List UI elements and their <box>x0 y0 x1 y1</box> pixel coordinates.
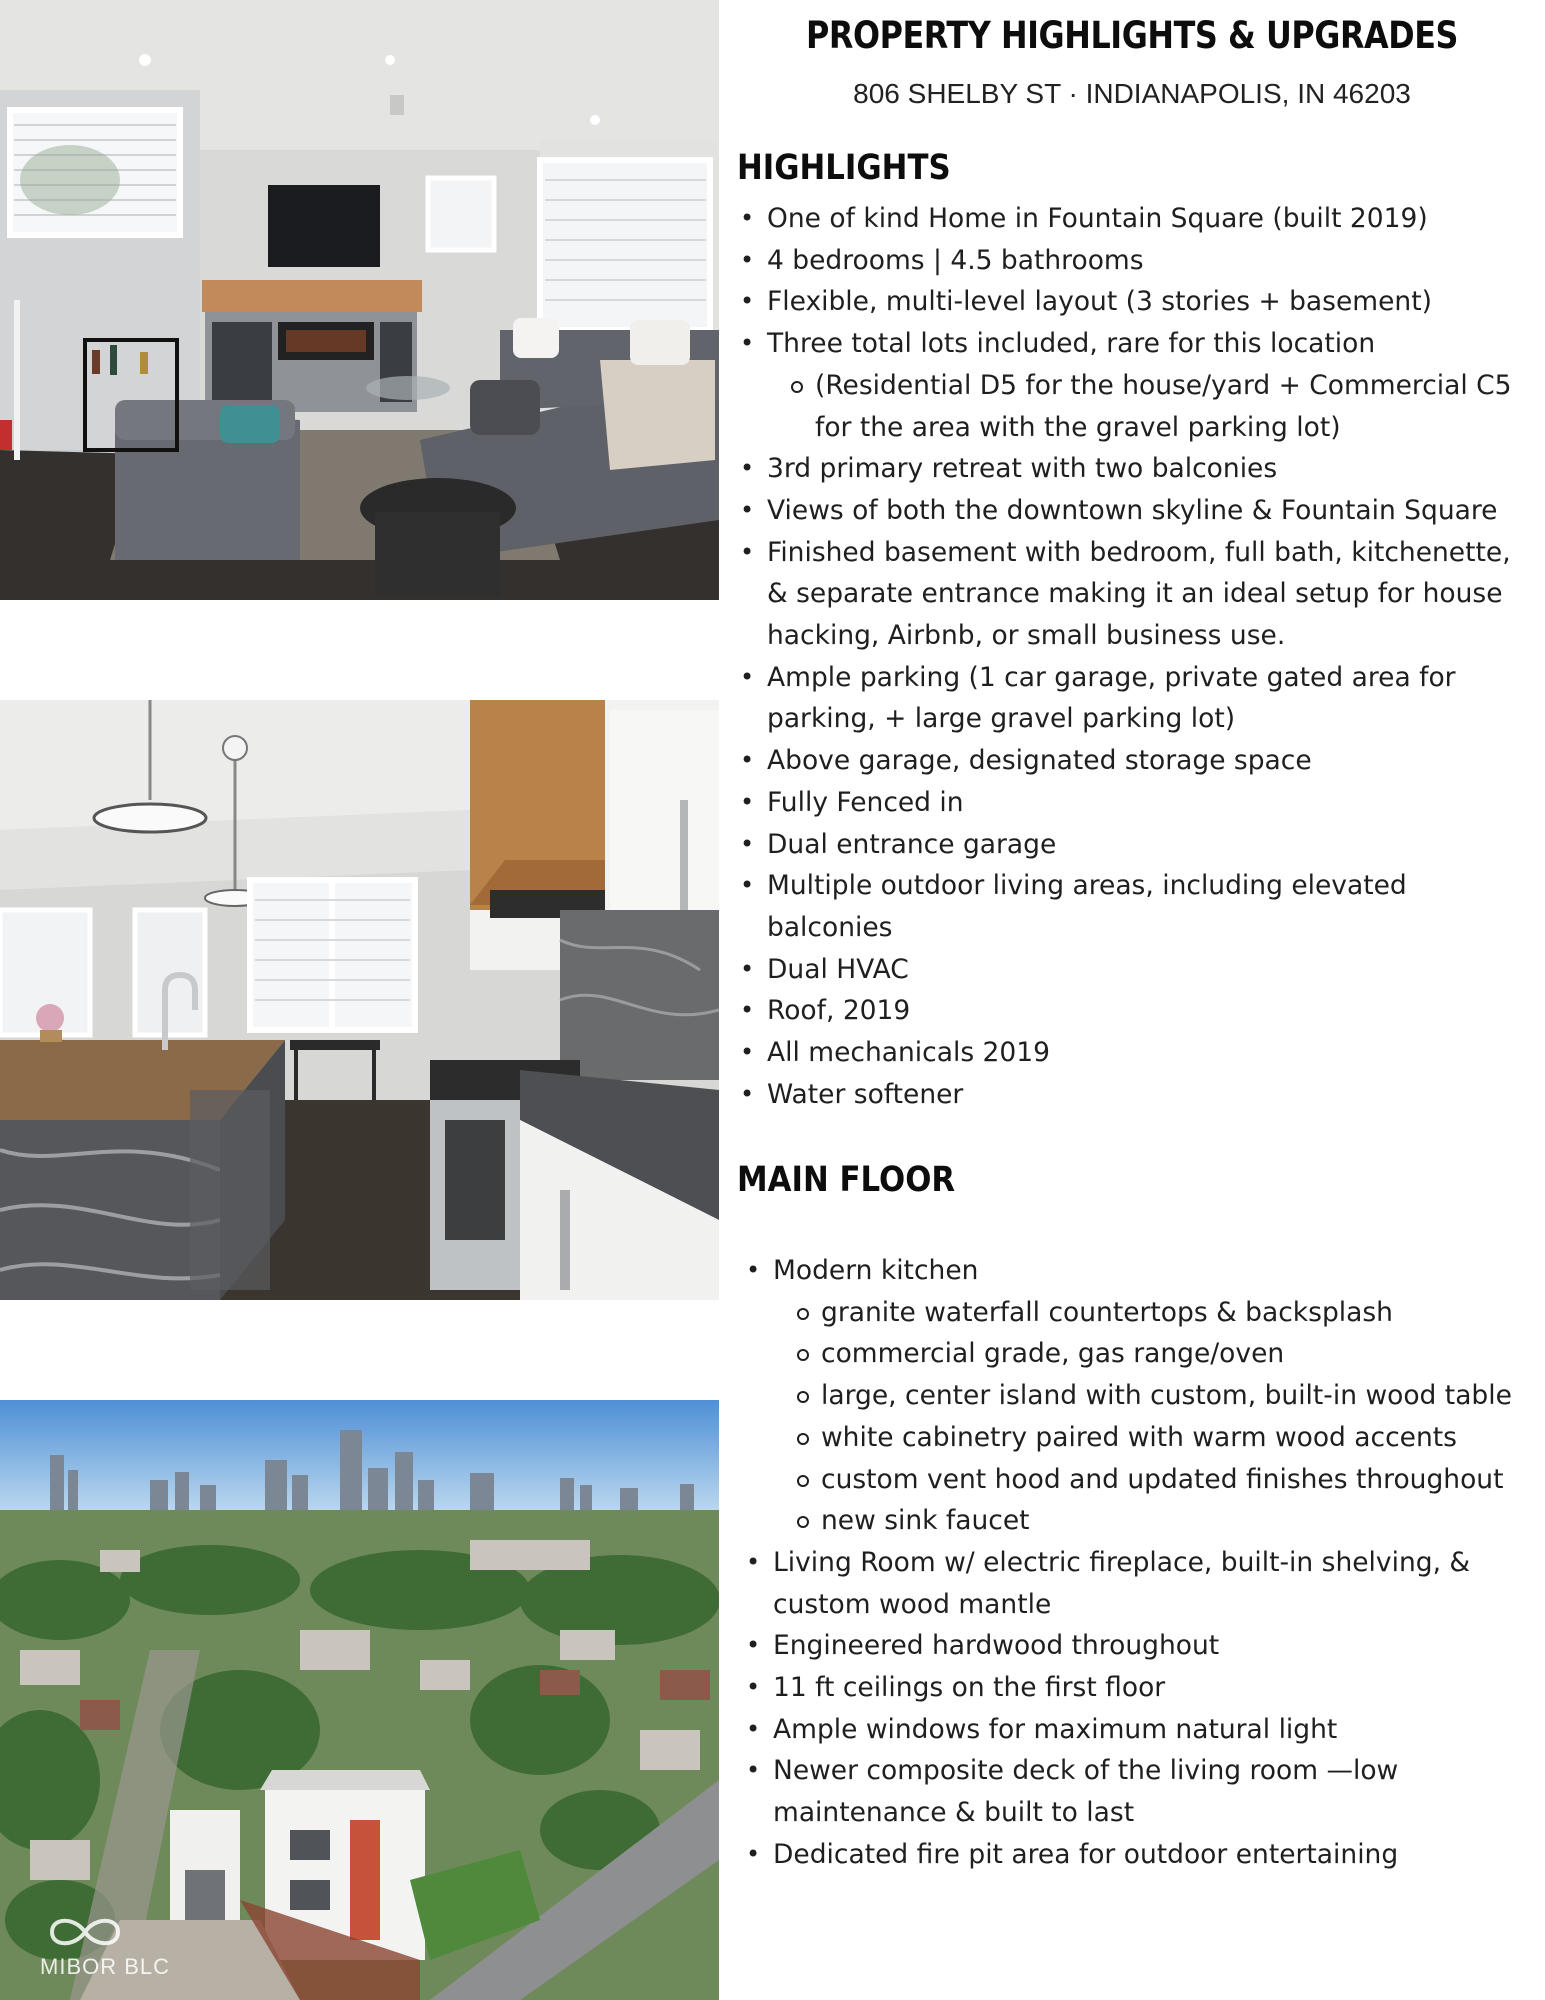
list-item: • Dedicated fire pit area for outdoor entertaining <box>743 1834 1527 1876</box>
list-item: • Newer composite deck of the living room —low maintenance & built to last <box>743 1750 1527 1833</box>
list-item: • Modern kitchen <box>743 1250 1527 1292</box>
list-item: • Multiple outdoor living areas, including elevated balconies <box>737 865 1527 948</box>
list-item: • Above garage, designated storage space <box>737 740 1527 782</box>
list-item: • Living Room w/ electric fireplace, built-in shelving, & custom wood mantle <box>743 1542 1527 1625</box>
list-item: • Flexible, multi-level layout (3 stories + basement) <box>737 281 1527 323</box>
list-item: • Dual entrance garage <box>737 824 1527 866</box>
living-room-photo <box>0 0 719 600</box>
list-item: • 11 ft ceilings on the first floor <box>743 1667 1527 1709</box>
aerial-skyline-photo <box>0 1400 719 2000</box>
sub-list-item: granite waterfall countertops & backsplash <box>743 1292 1527 1334</box>
highlights-list <box>737 198 1527 1115</box>
page-title: PROPERTY HIGHLIGHTS & UPGRADES <box>805 14 1459 57</box>
sub-list-item: custom vent hood and updated finishes throughout <box>743 1459 1527 1501</box>
list-item: • 3rd primary retreat with two balconies <box>737 448 1527 490</box>
property-address: 806 SHELBY ST · INDIANAPOLIS, IN 46203 <box>853 78 1411 109</box>
infinity-logo-icon <box>40 1912 130 1952</box>
sub-list-item: commercial grade, gas range/oven <box>743 1333 1527 1375</box>
list-item: • Finished basement with bedroom, full bath, kitchenette, & separate entrance making it an ideal setup for house hacking, Airbnb, or small business use. <box>737 532 1527 657</box>
list-item: • Views of both the downtown skyline & Fountain Square <box>737 490 1527 532</box>
sub-list-item: (Residential D5 for the house/yard + Commercial C5 for the area with the gravel parking lot) <box>737 365 1527 448</box>
list-item: • Water softener <box>737 1074 1527 1116</box>
list-item: • 4 bedrooms | 4.5 bathrooms <box>737 240 1527 282</box>
list-item: • Three total lots included, rare for this location <box>737 323 1527 365</box>
sub-list-item: new sink faucet <box>743 1500 1527 1542</box>
main-floor-list <box>743 1250 1527 1876</box>
list-item: • Fully Fenced in <box>737 782 1527 824</box>
list-item: • Ample windows for maximum natural light <box>743 1709 1527 1751</box>
list-item: • All mechanicals 2019 <box>737 1032 1527 1074</box>
list-item: • Engineered hardwood throughout <box>743 1625 1527 1667</box>
list-item: • One of kind Home in Fountain Square (built 2019) <box>737 198 1527 240</box>
main-floor-heading: MAIN FLOOR <box>737 1160 956 1200</box>
list-item: • Roof, 2019 <box>737 990 1527 1032</box>
sub-list-item: large, center island with custom, built-in wood table <box>743 1375 1527 1417</box>
sub-list-item: white cabinetry paired with warm wood accents <box>743 1417 1527 1459</box>
list-item: • Ample parking (1 car garage, private gated area for parking, + large gravel parking lot) <box>737 657 1527 740</box>
kitchen-photo <box>0 700 719 1300</box>
watermark <box>40 1912 170 1980</box>
list-item: • Dual HVAC <box>737 949 1527 991</box>
watermark-text: MIBOR BLC <box>40 1954 171 1979</box>
highlights-heading: HIGHLIGHTS <box>737 148 951 188</box>
